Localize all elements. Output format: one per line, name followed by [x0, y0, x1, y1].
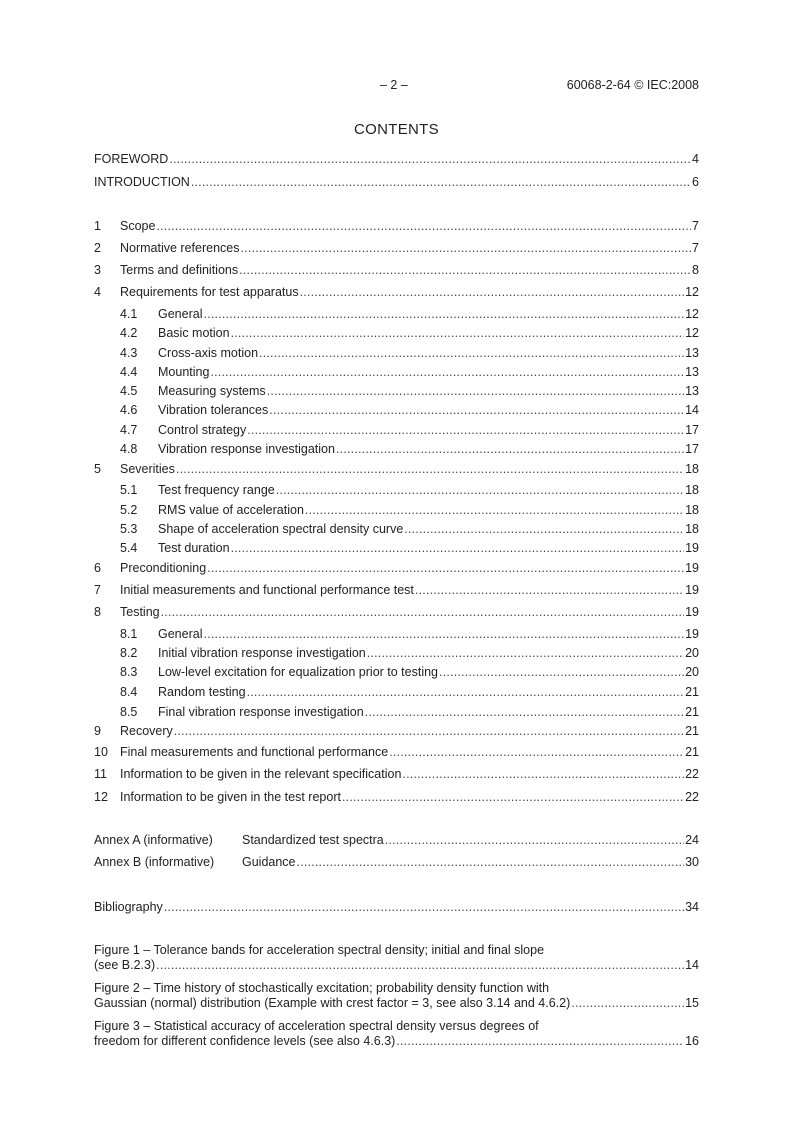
toc-entry-title: General	[158, 307, 203, 321]
toc-entry-page: 22	[685, 767, 699, 781]
dot-leader	[247, 684, 685, 700]
toc-entry-title: Cross-axis motion	[158, 346, 259, 360]
toc-entry-page: 20	[685, 665, 699, 679]
toc-entry-number: 4.2	[120, 326, 138, 340]
toc-entry-number: 5.4	[120, 541, 138, 555]
toc-entry-title: Measuring systems	[158, 384, 266, 398]
dot-leader	[336, 441, 684, 457]
toc-entry-page: 24	[685, 833, 699, 847]
annex-label: Annex A (informative)	[94, 833, 213, 847]
toc-entry-page: 21	[685, 705, 699, 719]
toc-entry-title: Initial measurements and functional performance test	[120, 583, 414, 597]
toc-entry-page: 13	[685, 384, 699, 398]
dot-leader	[203, 306, 684, 322]
toc-entry-5-1[interactable]	[94, 482, 699, 498]
dot-leader	[365, 704, 684, 720]
figure-caption-line2: (see B.2.3)	[94, 958, 156, 972]
dot-leader	[174, 723, 684, 739]
toc-entry-number: 5	[94, 462, 101, 476]
toc-entry-bibliography[interactable]	[94, 899, 699, 915]
figure-caption-line1: Figure 2 – Time history of stochastically excitation; probability density function with	[94, 981, 550, 995]
dot-leader	[259, 345, 684, 361]
toc-entry-number: 8.3	[120, 665, 138, 679]
toc-entry-page: 4	[692, 152, 699, 166]
toc-entry-number: 4	[94, 285, 101, 299]
toc-entry-8-3[interactable]	[94, 664, 699, 680]
toc-entry-number: 6	[94, 561, 101, 575]
toc-entry-5-4[interactable]	[94, 540, 699, 556]
figure-caption-line2: Gaussian (normal) distribution (Example with crest factor = 3, see also 3.14 and 4.6.2)	[94, 996, 571, 1010]
toc-entry-foreword[interactable]	[94, 151, 699, 167]
toc-entry-5-2[interactable]	[94, 502, 699, 518]
dot-leader	[207, 560, 684, 576]
toc-figure-1[interactable]	[94, 943, 699, 973]
dot-leader	[156, 958, 684, 973]
toc-entry-title: Testing	[120, 605, 160, 619]
toc-entry-page: 34	[685, 900, 699, 914]
toc-entry-page: 19	[685, 627, 699, 641]
dot-leader	[415, 582, 684, 598]
toc-entry-page: 19	[685, 605, 699, 619]
toc-entry-8-5[interactable]	[94, 704, 699, 720]
dot-leader	[396, 1034, 684, 1049]
toc-entry-number: 8	[94, 605, 101, 619]
toc-entry-page: 19	[685, 583, 699, 597]
toc-entry-page: 17	[685, 442, 699, 456]
toc-entry-number: 1	[94, 219, 101, 233]
toc-entry-title: INTRODUCTION	[94, 175, 190, 189]
toc-entry-page: 12	[685, 307, 699, 321]
toc-entry-page: 13	[685, 346, 699, 360]
toc-entry-annex-a[interactable]	[94, 832, 699, 848]
toc-entry-12[interactable]	[94, 789, 699, 805]
toc-entry-number: 8.1	[120, 627, 138, 641]
toc-entry-page: 21	[685, 745, 699, 759]
toc-entry-page: 18	[685, 503, 699, 517]
dot-leader	[276, 482, 684, 498]
toc-entry-page: 12	[685, 326, 699, 340]
toc-entry-5-3[interactable]	[94, 521, 699, 537]
dot-leader	[241, 240, 692, 256]
toc-entry-page: 20	[685, 646, 699, 660]
toc-entry-1[interactable]	[94, 218, 699, 234]
dot-leader	[239, 262, 691, 278]
toc-entry-title: Test duration	[158, 541, 230, 555]
toc-entry-number: 8.5	[120, 705, 138, 719]
toc-entry-4-8[interactable]	[94, 441, 699, 457]
toc-entry-title: Mounting	[158, 365, 210, 379]
toc-entry-title: Test frequency range	[158, 483, 275, 497]
toc-entry-number: 9	[94, 724, 101, 738]
dot-leader	[385, 832, 684, 848]
toc-entry-number: 7	[94, 583, 101, 597]
dot-leader	[267, 383, 684, 399]
toc-entry-page: 19	[685, 541, 699, 555]
toc-entry-number: 3	[94, 263, 101, 277]
toc-entry-page: 7	[692, 219, 699, 233]
dot-leader	[367, 645, 684, 661]
toc-entry-page: 16	[685, 1034, 699, 1048]
dot-leader	[231, 540, 685, 556]
dot-leader	[156, 218, 691, 234]
toc-entry-number: 2	[94, 241, 101, 255]
toc-entry-title: Vibration tolerances	[158, 403, 269, 417]
figure-caption-line1: Figure 1 – Tolerance bands for acceleration spectral density; initial and final slope	[94, 943, 545, 957]
toc-entry-4-1[interactable]	[94, 306, 699, 322]
toc-entry-title: Vibration response investigation	[158, 442, 335, 456]
document-id: 60068-2-64 © IEC:2008	[566, 78, 699, 92]
toc-entry-page: 22	[685, 790, 699, 804]
toc-entry-4-6[interactable]	[94, 402, 699, 418]
toc-figure-3[interactable]	[94, 1019, 699, 1049]
toc-entry-6[interactable]	[94, 560, 699, 576]
toc-entry-number: 12	[94, 790, 108, 804]
toc-entry-7[interactable]	[94, 582, 699, 598]
toc-entry-title: Severities	[120, 462, 175, 476]
toc-entry-title: Initial vibration response investigation	[158, 646, 366, 660]
toc-entry-page: 8	[692, 263, 699, 277]
toc-entry-title: Guidance	[242, 855, 296, 869]
toc-entry-title: General	[158, 627, 203, 641]
toc-entry-9[interactable]	[94, 723, 699, 739]
toc-entry-title: Bibliography	[94, 900, 163, 914]
toc-entry-4-7[interactable]	[94, 422, 699, 438]
toc-entry-page: 19	[685, 561, 699, 575]
toc-entry-title: Information to be given in the relevant specification	[120, 767, 402, 781]
toc-entry-page: 7	[692, 241, 699, 255]
toc-entry-page: 17	[685, 423, 699, 437]
toc-entry-number: 4.6	[120, 403, 138, 417]
toc-entry-3[interactable]	[94, 262, 699, 278]
dot-leader	[161, 604, 684, 620]
page-number: – 2 –	[380, 78, 408, 92]
toc-entry-page: 18	[685, 522, 699, 536]
dot-leader	[300, 284, 685, 300]
toc-entry-8-2[interactable]	[94, 645, 699, 661]
toc-entry-number: 4.8	[120, 442, 138, 456]
toc-entry-number: 8.4	[120, 685, 138, 699]
toc-entry-page: 18	[685, 462, 699, 476]
dot-leader	[231, 325, 685, 341]
toc-entry-page: 14	[685, 403, 699, 417]
toc-entry-page: 30	[685, 855, 699, 869]
toc-entry-number: 10	[94, 745, 108, 759]
dot-leader	[210, 364, 684, 380]
contents-title: CONTENTS	[354, 121, 439, 138]
figure-caption-line2: freedom for different confidence levels (see also 4.6.3)	[94, 1034, 396, 1048]
toc-entry-number: 5.1	[120, 483, 138, 497]
toc-entry-number: 4.1	[120, 307, 138, 321]
toc-entry-4-5[interactable]	[94, 383, 699, 399]
toc-entry-8[interactable]	[94, 604, 699, 620]
toc-entry-title: Standardized test spectra	[242, 833, 384, 847]
dot-leader	[247, 422, 684, 438]
toc-entry-title: Random testing	[158, 685, 246, 699]
toc-entry-title: Requirements for test apparatus	[120, 285, 299, 299]
dot-leader	[176, 461, 684, 477]
toc-entry-number: 4.7	[120, 423, 138, 437]
toc-entry-page: 21	[685, 724, 699, 738]
toc-entry-8-1[interactable]	[94, 626, 699, 642]
toc-entry-title: Control strategy	[158, 423, 247, 437]
dot-leader	[571, 996, 684, 1011]
dot-leader	[439, 664, 684, 680]
toc-entry-page: 18	[685, 483, 699, 497]
dot-leader	[191, 174, 691, 190]
toc-entry-5[interactable]	[94, 461, 699, 477]
toc-figure-2[interactable]	[94, 981, 699, 1011]
toc-entry-page: 21	[685, 685, 699, 699]
toc-entry-10[interactable]	[94, 744, 699, 760]
toc-entry-4-3[interactable]	[94, 345, 699, 361]
dot-leader	[389, 744, 684, 760]
toc-entry-title: Final measurements and functional performance	[120, 745, 389, 759]
toc-entry-number: 4.5	[120, 384, 138, 398]
dot-leader	[402, 766, 684, 782]
toc-entry-title: Information to be given in the test report	[120, 790, 341, 804]
toc-entry-title: Basic motion	[158, 326, 230, 340]
toc-entry-page: 6	[692, 175, 699, 189]
toc-entry-title: Recovery	[120, 724, 173, 738]
toc-entry-page: 14	[685, 958, 699, 972]
toc-entry-number: 5.3	[120, 522, 138, 536]
toc-entry-introduction[interactable]	[94, 174, 699, 190]
toc-entry-title: Final vibration response investigation	[158, 705, 364, 719]
dot-leader	[297, 854, 685, 870]
toc-entry-title: Preconditioning	[120, 561, 207, 575]
toc-entry-number: 5.2	[120, 503, 138, 517]
toc-entry-title: Shape of acceleration spectral density curve	[158, 522, 404, 536]
toc-entry-title: RMS value of acceleration	[158, 503, 304, 517]
toc-entry-title: Scope	[120, 219, 156, 233]
toc-entry-title: FOREWORD	[94, 152, 169, 166]
dot-leader	[269, 402, 684, 418]
dot-leader	[305, 502, 684, 518]
dot-leader	[342, 789, 684, 805]
dot-leader	[203, 626, 684, 642]
annex-label: Annex B (informative)	[94, 855, 215, 869]
toc-entry-page: 13	[685, 365, 699, 379]
toc-entry-number: 4.3	[120, 346, 138, 360]
toc-entry-2[interactable]	[94, 240, 699, 256]
toc-entry-4-4[interactable]	[94, 364, 699, 380]
toc-entry-4-2[interactable]	[94, 325, 699, 341]
toc-entry-page: 15	[685, 996, 699, 1010]
toc-entry-title: Normative references	[120, 241, 240, 255]
toc-entry-number: 8.2	[120, 646, 138, 660]
toc-entry-title: Terms and definitions	[120, 263, 239, 277]
toc-entry-number: 11	[94, 767, 107, 781]
dot-leader	[169, 151, 691, 167]
figure-caption-line1: Figure 3 – Statistical accuracy of acceleration spectral density versus degrees of	[94, 1019, 539, 1033]
toc-entry-11[interactable]	[94, 766, 699, 782]
toc-entry-title: Low-level excitation for equalization prior to testing	[158, 665, 439, 679]
toc-entry-8-4[interactable]	[94, 684, 699, 700]
toc-entry-annex-b[interactable]	[94, 854, 699, 870]
dot-leader	[404, 521, 684, 537]
toc-entry-number: 4.4	[120, 365, 138, 379]
toc-entry-page: 12	[685, 285, 699, 299]
dot-leader	[164, 899, 684, 915]
toc-entry-4[interactable]	[94, 284, 699, 300]
